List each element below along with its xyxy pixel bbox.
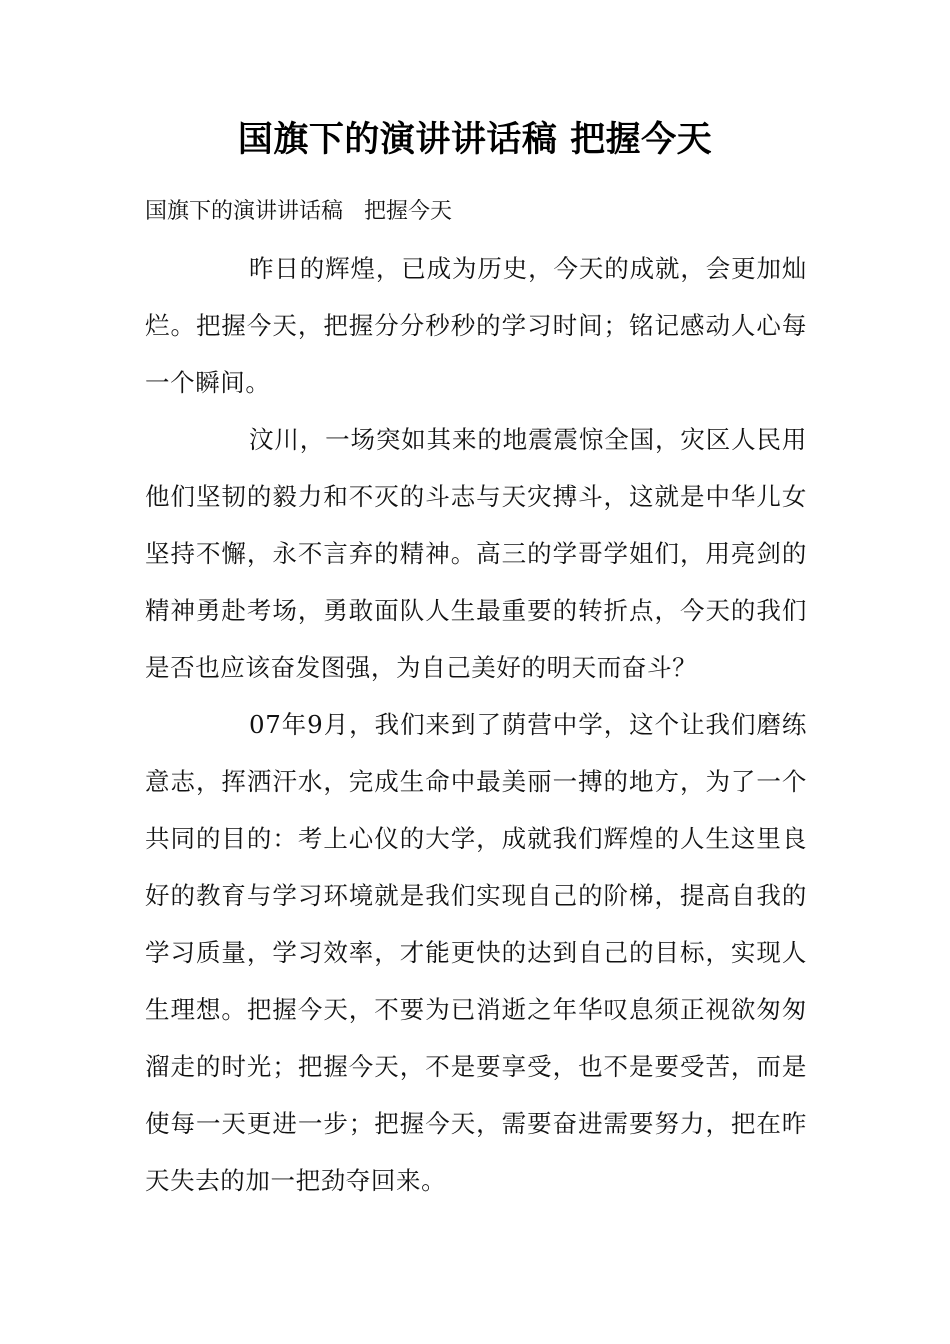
- paragraph: 昨日的辉煌，已成为历史，今天的成就，会更加灿烂。把握今天，把握分分秒秒的学习时间；铭记感动人心每一个瞬间。: [145, 254, 807, 397]
- paragraph: 07年9月，我们来到了荫营中学，这个让我们磨练意志，挥洒汗水，完成生命中最美丽一搏的地方，为了一个共同的目的：考上心仪的大学，成就我们辉煌的人生这里良好的教育与学习环境就是我们实现自己的阶梯，提高自我的学习质量，学习效率，才能更快的达到自己的目标，实现人生理想。把握今天，不要为已消逝之年华叹息须正视欲匆匆溜走的时光；把握今天，不是要享受，也不是要受苦，而是使每一天更进一步；把握今天，需要奋进需要努力，把在昨天失去的加一把劲夺回来。: [145, 710, 807, 1195]
- paragraph: 汶川，一场突如其来的地震震惊全国，灾区人民用他们坚韧的毅力和不灭的斗志与天灾搏斗，这就是中华儿女坚持不懈，永不言弃的精神。高三的学哥学姐们，用亮剑的精神勇赴考场，勇敢面队人生最重要的转折点，今天的我们是否也应该奋发图强，为自己美好的明天而奋斗？: [145, 425, 807, 682]
- document-body: [145, 240, 807, 1209]
- document-title: 国旗下的演讲讲话稿 把握今天: [237, 120, 713, 160]
- document-subtitle: 国旗下的演讲讲话稿 把握今天: [145, 199, 452, 224]
